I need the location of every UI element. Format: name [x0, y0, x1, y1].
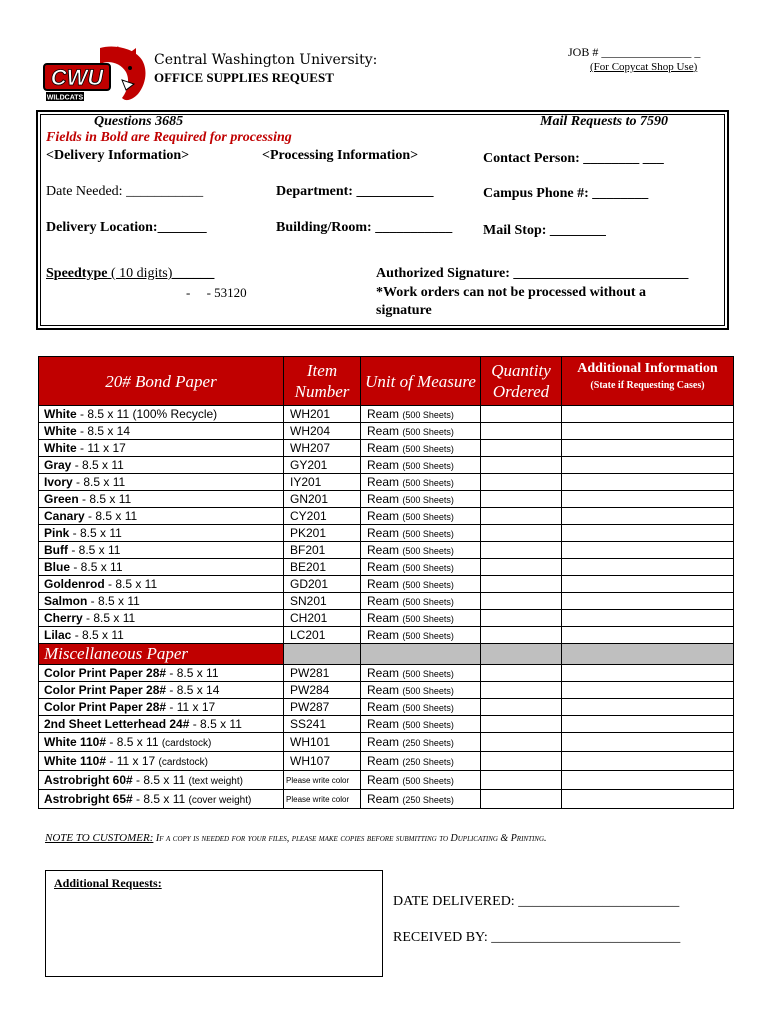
unit-of-measure [361, 790, 481, 809]
item-number: SS241 [284, 716, 361, 733]
item-number: Please write color [284, 790, 361, 809]
item-size: - 8.5 x 11 [71, 628, 124, 642]
table-row [39, 423, 734, 440]
item-note: (text weight) [188, 776, 243, 787]
item-number: WH204 [284, 423, 361, 440]
university-name: Central Washington University: [154, 52, 378, 68]
quantity-ordered-cell[interactable] [481, 733, 562, 752]
questions-label: Questions 3685 [94, 114, 184, 129]
form-title: OFFICE SUPPLIES REQUEST [154, 70, 334, 85]
unit-sheets: (500 Sheets) [402, 427, 454, 437]
unit-label: Ream [367, 509, 400, 523]
unit-of-measure [361, 733, 481, 752]
speedtype-field[interactable] [46, 266, 214, 282]
table-row [39, 491, 734, 508]
additional-info-cell[interactable] [562, 771, 734, 790]
item-name: Green [44, 492, 79, 506]
unit-of-measure [361, 508, 481, 525]
table-row [39, 593, 734, 610]
unit-sheets: (500 Sheets) [402, 631, 454, 641]
item-note: (cover weight) [188, 795, 252, 806]
campus-phone-field[interactable]: Campus Phone #: ________ [483, 186, 649, 201]
table-row [39, 610, 734, 627]
unit-sheets: (500 Sheets) [402, 461, 454, 471]
quantity-ordered-cell[interactable] [481, 752, 562, 771]
unit-of-measure [361, 771, 481, 790]
item-size: - 8.5 x 11 [106, 735, 162, 749]
quantity-ordered-cell[interactable] [481, 665, 562, 682]
additional-info-cell[interactable] [562, 576, 734, 593]
additional-info-cell[interactable] [562, 593, 734, 610]
item-name: Lilac [44, 628, 72, 642]
supplies-table [38, 356, 733, 809]
item-name: White [44, 424, 77, 438]
unit-of-measure [361, 752, 481, 771]
additional-info-cell[interactable] [562, 525, 734, 542]
item-number: CY201 [284, 508, 361, 525]
quantity-ordered-cell[interactable] [481, 542, 562, 559]
item-description [39, 716, 284, 733]
quantity-ordered-cell[interactable] [481, 508, 562, 525]
unit-label: Ream [367, 754, 400, 768]
item-size: - 8.5 x 14 [76, 424, 131, 438]
date-delivered-field[interactable]: DATE DELIVERED: _______________________ [393, 894, 680, 909]
additional-info-cell[interactable] [562, 699, 734, 716]
item-size: - 11 x 17 [76, 441, 126, 455]
item-size: - 8.5 x 11 [104, 577, 158, 591]
table-row [39, 665, 734, 682]
item-description [39, 610, 284, 627]
additional-info-cell[interactable] [562, 610, 734, 627]
table-row [39, 790, 734, 809]
additional-info-cell[interactable] [562, 790, 734, 809]
quantity-ordered-cell[interactable] [481, 593, 562, 610]
item-description [39, 699, 284, 716]
additional-info-cell[interactable] [562, 542, 734, 559]
unit-of-measure [361, 576, 481, 593]
item-number: CH201 [284, 610, 361, 627]
table-row [39, 576, 734, 593]
item-size: - 11 x 17 [166, 700, 216, 714]
table-row [39, 716, 734, 733]
item-name: White [44, 441, 77, 455]
additional-info-cell[interactable] [562, 733, 734, 752]
item-size: - 8.5 x 11 (100% Recycle) [76, 407, 218, 421]
logo-text: CWU [50, 65, 104, 90]
quantity-ordered-cell[interactable] [481, 771, 562, 790]
unit-label: Ream [367, 441, 400, 455]
additional-requests-label: Additional Requests: [54, 876, 162, 890]
unit-label: Ream [367, 683, 400, 697]
misc-header-row [39, 644, 734, 665]
item-size: - 8.5 x 11 [72, 475, 126, 489]
item-number: GN201 [284, 491, 361, 508]
unit-label: Ream [367, 526, 400, 540]
table-header-row [39, 357, 734, 406]
additional-info-cell[interactable] [562, 491, 734, 508]
item-name: Ivory [44, 475, 73, 489]
additional-info-cell[interactable] [562, 559, 734, 576]
item-size: - 8.5 x 11 [132, 773, 189, 787]
quantity-ordered-cell[interactable] [481, 491, 562, 508]
item-description [39, 627, 284, 644]
additional-info-cell[interactable] [562, 440, 734, 457]
table-row [39, 627, 734, 644]
additional-info-cell[interactable] [562, 627, 734, 644]
item-name: White [44, 407, 77, 421]
contact-person-field[interactable]: Contact Person: ________ ___ [483, 151, 664, 166]
item-description [39, 665, 284, 682]
header-additional-info [562, 357, 734, 406]
quantity-ordered-cell[interactable] [481, 406, 562, 423]
item-size: - 8.5 x 14 [166, 683, 220, 697]
quantity-ordered-cell[interactable] [481, 559, 562, 576]
header-item-number: Item Number [284, 357, 361, 406]
additional-info-cell[interactable] [562, 474, 734, 491]
quantity-ordered-cell[interactable] [481, 682, 562, 699]
item-description [39, 423, 284, 440]
item-number: WH107 [284, 752, 361, 771]
item-name: White 110# [44, 754, 107, 768]
unit-label: Ream [367, 424, 400, 438]
item-number: IY201 [284, 474, 361, 491]
received-by-field[interactable]: RECEIVED BY: ___________________________ [393, 930, 681, 945]
additional-info-cell[interactable] [562, 665, 734, 682]
item-name: Color Print Paper 28# [44, 666, 167, 680]
unit-label: Ream [367, 717, 400, 731]
unit-of-measure [361, 423, 481, 440]
table-row [39, 474, 734, 491]
unit-sheets: (500 Sheets) [402, 580, 454, 590]
unit-of-measure [361, 559, 481, 576]
misc-header-gray-cell [562, 644, 734, 665]
table-row [39, 699, 734, 716]
item-name: Gray [44, 458, 72, 472]
additional-info-cell[interactable] [562, 752, 734, 771]
quantity-ordered-cell[interactable] [481, 610, 562, 627]
unit-sheets: (500 Sheets) [402, 563, 454, 573]
quantity-ordered-cell[interactable] [481, 525, 562, 542]
header-bond-paper: 20# Bond Paper [39, 357, 284, 406]
unit-sheets: (500 Sheets) [402, 512, 454, 522]
unit-sheets: (250 Sheets) [402, 757, 454, 767]
unit-of-measure [361, 474, 481, 491]
item-description [39, 406, 284, 423]
speedtype-suffix: ( 10 digits)______ [107, 266, 215, 281]
cwu-wildcats-logo [42, 44, 152, 106]
quantity-ordered-cell[interactable] [481, 790, 562, 809]
unit-sheets: (500 Sheets) [402, 614, 454, 624]
quantity-ordered-cell[interactable] [481, 457, 562, 474]
unit-label: Ream [367, 611, 400, 625]
misc-header-gray-cell [481, 644, 562, 665]
item-size: - 8.5 x 11 [71, 458, 124, 472]
unit-sheets: (500 Sheets) [402, 776, 454, 786]
item-number: SN201 [284, 593, 361, 610]
item-size: - 8.5 x 11 [70, 560, 123, 574]
quantity-ordered-cell[interactable] [481, 474, 562, 491]
unit-label: Ream [367, 594, 400, 608]
unit-of-measure [361, 542, 481, 559]
unit-label: Ream [367, 773, 400, 787]
unit-label: Ream [367, 666, 400, 680]
unit-of-measure [361, 699, 481, 716]
item-name: Goldenrod [44, 577, 105, 591]
item-number: PW284 [284, 682, 361, 699]
item-description [39, 525, 284, 542]
unit-sheets: (500 Sheets) [402, 546, 454, 556]
mail-requests-label: Mail Requests to 7590 [540, 114, 668, 129]
item-description [39, 771, 284, 790]
building-room-field[interactable]: Building/Room: ___________ [276, 220, 453, 235]
item-number: PK201 [284, 525, 361, 542]
quantity-ordered-cell[interactable] [481, 423, 562, 440]
item-size: - 8.5 x 11 [78, 492, 132, 506]
table-row [39, 457, 734, 474]
item-description [39, 440, 284, 457]
authorized-signature-field[interactable]: Authorized Signature: _________________________ [376, 266, 689, 281]
item-number: BF201 [284, 542, 361, 559]
unit-label: Ream [367, 543, 400, 557]
unit-of-measure [361, 491, 481, 508]
header-quantity-ordered: Quantity Ordered [481, 357, 562, 406]
header-unit-of-measure: Unit of Measure [361, 357, 481, 406]
item-name: Blue [44, 560, 71, 574]
table-row [39, 525, 734, 542]
item-number: LC201 [284, 627, 361, 644]
quantity-ordered-cell[interactable] [481, 716, 562, 733]
mail-stop-field[interactable]: Mail Stop: ________ [483, 223, 606, 238]
item-name: Canary [44, 509, 85, 523]
item-size: - 8.5 x 11 [87, 594, 140, 608]
unit-label: Ream [367, 735, 400, 749]
speedtype-label: Speedtype [46, 266, 108, 281]
unit-of-measure [361, 457, 481, 474]
unit-of-measure [361, 716, 481, 733]
item-description [39, 576, 284, 593]
unit-label: Ream [367, 560, 400, 574]
item-name: Color Print Paper 28# [44, 700, 167, 714]
unit-sheets: (250 Sheets) [402, 738, 454, 748]
item-name: Astrobright 65# [44, 792, 133, 806]
job-number-field[interactable]: JOB # _______________ _ [568, 45, 701, 59]
date-needed-field[interactable]: Date Needed: ___________ [46, 184, 204, 199]
item-name: Buff [44, 543, 68, 557]
item-size: - 8.5 x 11 [82, 611, 136, 625]
misc-paper-title: Miscellaneous Paper [39, 644, 284, 665]
item-name: Astrobright 60# [44, 773, 133, 787]
delivery-info-heading: <Delivery Information> [46, 148, 190, 163]
unit-sheets: (500 Sheets) [402, 529, 454, 539]
item-description [39, 682, 284, 699]
item-size: - 8.5 x 11 [68, 543, 121, 557]
unit-sheets: (500 Sheets) [402, 478, 454, 488]
item-number: WH201 [284, 406, 361, 423]
unit-sheets: (500 Sheets) [402, 495, 454, 505]
item-number: WH207 [284, 440, 361, 457]
unit-of-measure [361, 406, 481, 423]
item-name: Pink [44, 526, 70, 540]
unit-of-measure [361, 627, 481, 644]
note-label: NOTE TO CUSTOMER: [45, 832, 154, 844]
unit-sheets: (500 Sheets) [402, 720, 454, 730]
additional-info-cell[interactable] [562, 682, 734, 699]
item-description [39, 752, 284, 771]
table-row [39, 733, 734, 752]
note-text: If a copy is needed for your files, please make copies before submitting to Duplicating & Printing. [153, 833, 547, 844]
item-description [39, 474, 284, 491]
unit-sheets: (500 Sheets) [402, 703, 454, 713]
unit-sheets: (500 Sheets) [402, 669, 454, 679]
logo-subtext: WILDCATS [46, 94, 84, 102]
unit-sheets: (500 Sheets) [402, 444, 454, 454]
unit-sheets: (500 Sheets) [402, 597, 454, 607]
unit-of-measure [361, 665, 481, 682]
item-description [39, 508, 284, 525]
header-additional-info-label: Additional Information [577, 361, 718, 376]
item-size: - 8.5 x 11 [189, 717, 242, 731]
item-number: PW281 [284, 665, 361, 682]
table-row [39, 542, 734, 559]
item-description [39, 593, 284, 610]
additional-info-cell[interactable] [562, 457, 734, 474]
item-number: PW287 [284, 699, 361, 716]
item-description [39, 457, 284, 474]
unit-of-measure [361, 593, 481, 610]
table-row [39, 440, 734, 457]
unit-label: Ream [367, 492, 400, 506]
unit-label: Ream [367, 700, 400, 714]
quantity-ordered-cell[interactable] [481, 576, 562, 593]
unit-of-measure [361, 682, 481, 699]
unit-of-measure [361, 525, 481, 542]
item-description [39, 790, 284, 809]
table-row [39, 682, 734, 699]
unit-label: Ream [367, 458, 400, 472]
unit-label: Ream [367, 407, 400, 421]
item-size: - 11 x 17 [106, 754, 159, 768]
copycat-note: (For Copycat Shop Use) [590, 61, 698, 73]
quantity-ordered-cell[interactable] [481, 699, 562, 716]
item-number: Please write color [284, 771, 361, 790]
additional-info-cell[interactable] [562, 716, 734, 733]
unit-label: Ream [367, 628, 400, 642]
item-note: (cardstock) [161, 738, 212, 749]
table-row [39, 406, 734, 423]
quantity-ordered-cell[interactable] [481, 440, 562, 457]
item-description [39, 733, 284, 752]
signature-required-note: *Work orders can not be processed without a signature [376, 285, 647, 318]
processing-info-heading: <Processing Information> [262, 148, 419, 163]
item-name: White 110# [44, 735, 107, 749]
unit-label: Ream [367, 577, 400, 591]
item-note: (cardstock) [158, 757, 208, 768]
item-description [39, 542, 284, 559]
item-size: - 8.5 x 11 [132, 792, 189, 806]
speedtype-value: - - 53120 [186, 285, 247, 300]
item-number: BE201 [284, 559, 361, 576]
header-additional-info-sub: (State if Requesting Cases) [590, 380, 705, 391]
table-row [39, 752, 734, 771]
item-name: Salmon [44, 594, 88, 608]
note-to-customer [45, 832, 547, 844]
item-number: WH101 [284, 733, 361, 752]
additional-info-cell[interactable] [562, 508, 734, 525]
misc-header-gray-cell [361, 644, 481, 665]
table-row [39, 559, 734, 576]
table-row [39, 771, 734, 790]
unit-label: Ream [367, 475, 400, 489]
item-number: GY201 [284, 457, 361, 474]
unit-label: Ream [367, 792, 400, 806]
item-description [39, 491, 284, 508]
item-name: 2nd Sheet Letterhead 24# [44, 717, 190, 731]
unit-sheets: (250 Sheets) [402, 795, 454, 805]
item-number: GD201 [284, 576, 361, 593]
item-size: - 8.5 x 11 [166, 666, 219, 680]
item-name: Color Print Paper 28# [44, 683, 167, 697]
unit-of-measure [361, 440, 481, 457]
table-row [39, 508, 734, 525]
department-field[interactable]: Department: ___________ [276, 184, 434, 199]
item-name: Cherry [44, 611, 83, 625]
additional-info-cell[interactable] [562, 423, 734, 440]
item-size: - 8.5 x 11 [69, 526, 122, 540]
unit-sheets: (500 Sheets) [402, 410, 454, 420]
unit-sheets: (500 Sheets) [402, 686, 454, 696]
delivery-location-field[interactable]: Delivery Location:_______ [46, 220, 207, 235]
misc-header-gray-cell [284, 644, 361, 665]
item-description [39, 559, 284, 576]
unit-of-measure [361, 610, 481, 627]
item-size: - 8.5 x 11 [84, 509, 138, 523]
required-fields-note: Fields in Bold are Required for processing [46, 130, 292, 145]
quantity-ordered-cell[interactable] [481, 627, 562, 644]
additional-info-cell[interactable] [562, 406, 734, 423]
